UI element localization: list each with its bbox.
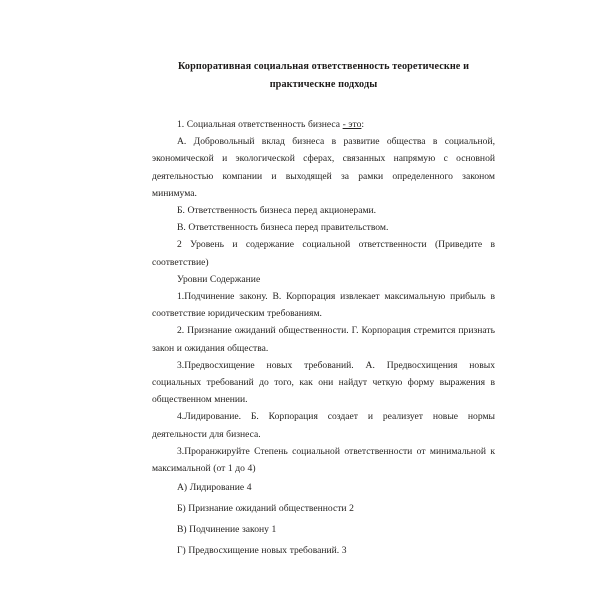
title-spacer: [152, 94, 495, 116]
paragraph-q1-option-b: Б. Ответственность бизнеса перед акционерами.: [177, 205, 377, 217]
paragraph-q1-option-v: В. Ответственность бизнеса перед правительством.: [177, 222, 389, 234]
paragraph-q2-stem: 2 Уровень и содержание социальной ответственности (Приведите в соответствие): [152, 239, 495, 268]
paragraph-q3-option-g: Г) Предвосхищение новых требований. 3: [177, 545, 347, 557]
paragraph-q2-item-3: 3.Предвосхищение новых требований. А. Предвосхищения новых социальных требований до того, как они найдут четкую форму выражения в общественном мнении.: [152, 359, 495, 406]
paragraph-q2-item-2: 2. Признание ожиданий общественности. Г. Корпорация стремится признать закон и ожидания общества.: [152, 325, 495, 354]
paragraph-q1-stem: [152, 116, 495, 133]
paragraph-q2-item-4: 4.Лидирование. Б. Корпорация создает и реализует новые нормы деятельности для бизнеса.: [152, 411, 495, 440]
paragraph-q3-option-a: А) Лидирование 4: [177, 482, 252, 494]
q1-stem-link[interactable]: - это: [342, 119, 362, 130]
page-title-line-2: практическне подходы: [269, 79, 378, 90]
paragraph-q3-option-v: В) Подчинение закону 1: [177, 524, 277, 536]
q1-stem-text-after: :: [361, 119, 365, 130]
paragraph-q2-item-1: 1.Подчинение закону. В. Корпорация извлекает максимальную прибыль в соответствие юридическим требованиям.: [152, 291, 495, 320]
paragraph-q3-option-b: Б) Признание ожиданий общественности 2: [177, 503, 354, 515]
q1-stem-text-before: 1. Социальная ответственность бизнеса: [177, 119, 343, 130]
page-title-line-1: Корпоративная социальная ответственность теоретическне и: [177, 61, 470, 72]
document-body: [152, 58, 495, 561]
paragraph-q3-stem: 3.Проранжируйте Степень социальной ответственности от минимальной к максимальной (от 1 до 4): [152, 445, 495, 475]
paragraph-q1-option-a: А. Добровольный вклад бизнеса в развитие общества в социальной, экономической и экологической сферах, связанных напрямую с основной деятельностью компании и выходящей за рамки определенного законом минимума.: [152, 136, 495, 199]
page-title: [152, 58, 495, 94]
paragraph-q2-header: Уровни Содержание: [177, 273, 261, 285]
